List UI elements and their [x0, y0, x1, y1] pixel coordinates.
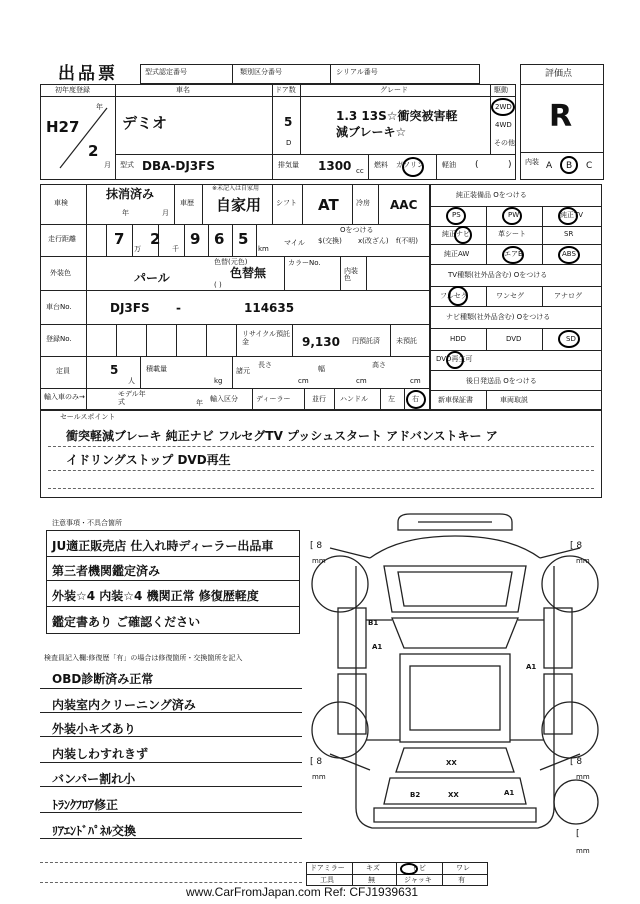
interior-grade-c: C [586, 161, 593, 171]
handle-left: 左 [388, 395, 395, 403]
history-label: 車歴 [180, 199, 194, 207]
navi-sd-circle [558, 330, 580, 348]
year-unit: 年 [96, 103, 103, 111]
dims-height: 高さ [372, 361, 386, 369]
model-code: DBA-DJ3FS [142, 159, 215, 173]
mark-a1-right: A1 [526, 663, 537, 671]
chassis-dash: - [176, 301, 181, 315]
mark-xx-2: XX [448, 791, 459, 799]
capacity: 5 [110, 363, 119, 377]
shaken-month: 月 [162, 209, 169, 217]
dims-length-cm: cm [298, 377, 309, 385]
legend-tools-value: 無 [368, 876, 375, 884]
mileage-digit-1: 7 [114, 230, 125, 248]
equip-sr: SR [564, 230, 574, 238]
header-top-row [140, 64, 480, 84]
mileage-label: 走行距離 [48, 235, 76, 243]
tire-front-right: [ 8 [570, 541, 583, 551]
tire-front-left: [ 8 [310, 541, 323, 551]
tire-rear-left-unit: mm [312, 773, 326, 781]
footer-watermark: www.CarFromJapan.com Ref: CFJ1939631 [186, 885, 419, 899]
interior-grade-b: B [566, 161, 573, 171]
tv-fullseg-circle [448, 286, 468, 306]
import-dealer: ディーラー [256, 395, 291, 403]
date-slash [52, 104, 112, 172]
car-damage-diagram [300, 508, 610, 854]
color-paren: ( ) [214, 281, 222, 289]
drive-other: その他 [494, 139, 515, 147]
capacity-label: 定員 [56, 367, 70, 375]
evaluation-label: 評価点 [545, 69, 573, 79]
legend-crack-circle [400, 863, 418, 875]
color-label: 外装色 [50, 269, 71, 277]
shift-label: シフト [276, 199, 297, 207]
import-type-label: 輸入区分 [210, 395, 238, 403]
aircon-value: AAC [390, 198, 418, 212]
meter-opt-exchange: $(交換) [318, 237, 342, 245]
dims-height-cm: cm [410, 377, 421, 385]
interior-b-circle [560, 156, 578, 174]
displacement: 1300 [318, 159, 352, 173]
dims-width: 幅 [318, 365, 325, 373]
equip-abs-circle [558, 246, 580, 264]
sales-points-line-1: 衝突軽減ブレーキ 純正ナビ フルセグTV プッシュスタート アドバンストキー ア [66, 429, 498, 443]
inspector-item-6: ﾄﾗﾝｸﾌﾛｱ修正 [52, 798, 119, 812]
equip-airbag: エアB [504, 250, 523, 258]
import-parallel: 並行 [312, 395, 326, 403]
door-count-label: ドア数 [275, 86, 296, 94]
mark-b1: B1 [368, 619, 379, 627]
fuel-label: 燃料 [374, 161, 388, 169]
mileage-sen: 千 [172, 245, 179, 253]
equip-navi: 純正ナビ [442, 230, 470, 238]
inspection-box [40, 184, 430, 410]
recycle-unpaid: 未預託 [396, 337, 417, 345]
mark-b2: B2 [410, 791, 421, 799]
legend-jack: ジャッキ [404, 876, 432, 884]
equip-navi-circle [454, 226, 472, 244]
color-no-label: カラーNo. [288, 259, 321, 267]
fuel-circle [402, 157, 424, 177]
evaluation-score: R [549, 99, 573, 134]
import-label: 輸入車のみ→ [44, 393, 85, 401]
mark-a1-left: A1 [372, 643, 383, 651]
tv-type-title: TV種類(社外品含む) Oをつける [448, 271, 548, 279]
legend-jack-value: 有 [458, 876, 465, 884]
model-year-label: モデル年式 [118, 390, 146, 406]
navi-dvd: DVD [506, 335, 522, 343]
mile-label: マイル [284, 239, 305, 247]
capacity-unit: 人 [128, 377, 135, 385]
inspector-item-3: 外装小キズあり [52, 722, 136, 736]
shift-value: AT [318, 196, 339, 214]
chassis-label: 車台No. [46, 303, 72, 311]
handle-label: ハンドル [340, 395, 368, 403]
equip-leather: 革シート [498, 230, 526, 238]
mileage-man: 万 [134, 245, 141, 253]
model-cert-label: 型式認定番号 [145, 68, 187, 76]
legend-mirror: ドアミラー [310, 864, 345, 872]
fuel-light-oil: 軽油 [442, 161, 456, 169]
fuel-gasoline: ガソリン [396, 161, 424, 169]
inspector-label: 検査員記入欄:修復歴「有」の場合は修復箇所・交換箇所を記入 [44, 654, 243, 662]
tv-analog: アナログ [554, 292, 582, 300]
fuel-paren-close: ) [508, 160, 512, 170]
load-label: 積載量 [146, 365, 167, 373]
shaken-status: 抹消済み [106, 187, 155, 201]
mileage-digit-3: 9 [190, 230, 201, 248]
mileage-digit-5: 5 [238, 230, 249, 248]
sheet-title: 出品票 [58, 64, 118, 84]
dims-label: 諸元 [236, 367, 250, 375]
recycle-paid: 円預託済 [352, 337, 380, 345]
displacement-label: 排気量 [278, 161, 299, 169]
recycle-amount: 9,130 [302, 335, 340, 349]
shaken-label: 車検 [54, 199, 68, 207]
navi-sd: SD [566, 335, 576, 343]
equip-tv-circle [558, 207, 578, 225]
drive-2wd: 2WD [495, 103, 512, 111]
equip-ps-circle [446, 207, 466, 225]
mark-a1-bottom: A1 [504, 789, 515, 797]
drive-2wd-circle [491, 98, 515, 116]
model-year-unit: 年 [196, 399, 203, 407]
model-label: 型式 [120, 161, 134, 169]
first-registration-label: 初年度登録 [55, 86, 90, 94]
equip-aw: 純正AW [444, 250, 470, 258]
registration-era: H27 [46, 118, 80, 136]
equip-airbag-circle [502, 246, 524, 264]
dvd-playback: DVD再生可 [436, 355, 473, 363]
car-name-label: 車名 [176, 86, 190, 94]
chassis-model: DJ3FS [110, 301, 150, 315]
after-ship-title: 後日発送品 Oをつける [466, 377, 537, 385]
equip-pw: PW [508, 211, 520, 219]
after-manual: 車両取説 [500, 396, 528, 404]
registration-month: 2 [88, 142, 99, 160]
note-4: 鑑定書あり ご確認ください [52, 615, 201, 629]
navi-hdd: HDD [450, 335, 467, 343]
grade-line-1: 1.3 13S☆衝突被害軽 [336, 109, 458, 123]
tire-rear-left: [ 8 [310, 757, 323, 767]
note-3: 外装☆4 内装☆4 機関正常 修復歴軽度 [52, 589, 259, 603]
grade-label: グレード [380, 86, 408, 94]
door-count: 5 [284, 115, 293, 129]
grade-line-2: 減ブレーキ☆ [336, 125, 407, 139]
tv-oneseg: ワンセグ [496, 292, 524, 300]
drive-label: 駆動 [494, 86, 508, 94]
history-value: 自家用 [216, 196, 262, 214]
note-1: JU適正販売店 仕入れ時ディーラー出品車 [52, 539, 274, 553]
legend-tools: 工具 [320, 876, 334, 884]
mileage-digit-2: 2 [150, 230, 161, 248]
equip-abs: ABS [562, 250, 576, 258]
handle-right-circle [406, 390, 426, 409]
class-number-label: 類別区分番号 [240, 68, 282, 76]
meter-circle-hint: Oをつける [340, 226, 374, 234]
registration-label: 登録No. [46, 335, 72, 343]
door-unit: D [286, 139, 292, 147]
history-note: ※未記入は自家用 [212, 185, 260, 192]
dvd-playback-circle [446, 351, 464, 369]
navi-type-title: ナビ種類(社外品含む) Oをつける [446, 313, 551, 321]
cc-unit: cc [356, 167, 364, 175]
load-unit: kg [214, 377, 223, 385]
genuine-equipment-title: 純正装備品 Oをつける [456, 191, 527, 199]
drive-4wd: 4WD [495, 121, 512, 129]
dims-length: 長さ [258, 361, 272, 369]
interior-grade-label: 内装 [525, 158, 539, 166]
interior-color-label: 内装色 [344, 267, 358, 282]
recycle-label: リサイクル預託金 [242, 330, 291, 347]
meter-opt-unknown: f(不明) [396, 237, 418, 245]
tire-front-right-unit: mm [576, 557, 590, 565]
tire-rear-right: [ 8 [570, 757, 583, 767]
car-name: デミオ [122, 114, 168, 132]
inspector-item-5: バンパー割れ小 [52, 772, 136, 786]
color-change-label: 色替(元色) [214, 258, 248, 266]
inspector-item-4: 内装しわすれきず [52, 747, 149, 761]
spare-unit: mm [576, 847, 590, 855]
inspector-item-7: ﾘｱｴﾝﾄﾞﾊﾟﾈﾙ交換 [52, 824, 137, 838]
handle-right: 右 [412, 395, 419, 403]
inspector-item-2: 内装室内クリーニング済み [52, 698, 196, 712]
color-change: 色替無 [230, 266, 267, 280]
month-unit: 月 [104, 161, 111, 169]
notes-label: 注意事項・不具合箇所 [52, 519, 122, 527]
interior-grade-a: A [546, 161, 553, 171]
mark-xx-1: XX [446, 759, 457, 767]
note-2: 第三者機関鑑定済み [52, 564, 161, 578]
tire-rear-right-unit: mm [576, 773, 590, 781]
tv-fullseg: フルセグ [440, 292, 468, 300]
after-warranty: 新車保証書 [438, 396, 473, 404]
mileage-km: km [258, 245, 269, 253]
spare-bracket: [ [576, 829, 580, 839]
dims-width-cm: cm [356, 377, 367, 385]
mileage-digit-4: 6 [214, 230, 225, 248]
chassis-number: 114635 [244, 301, 295, 315]
sales-points-label: セールスポイント [60, 413, 116, 421]
equip-pw-circle [502, 207, 522, 225]
exterior-color: パール [134, 271, 170, 285]
legend-scratch: キズ [366, 864, 380, 872]
inspector-item-1: OBD診断済み正常 [52, 672, 154, 686]
aircon-label: 冷房 [356, 199, 370, 207]
equip-ps: PS [452, 211, 461, 219]
equip-tv: 純正TV [560, 211, 584, 219]
fuel-paren-open: ( [475, 160, 479, 170]
serial-label: シリアル番号 [336, 68, 378, 76]
tire-front-left-unit: mm [312, 557, 326, 565]
legend-break: ワレ [456, 864, 470, 872]
legend-crack: ヒビ [412, 864, 426, 872]
shaken-year: 年 [122, 209, 129, 217]
sales-points-line-2: イドリングストップ DVD再生 [66, 453, 231, 467]
meter-opt-tamper: x(改ざん) [358, 237, 389, 245]
